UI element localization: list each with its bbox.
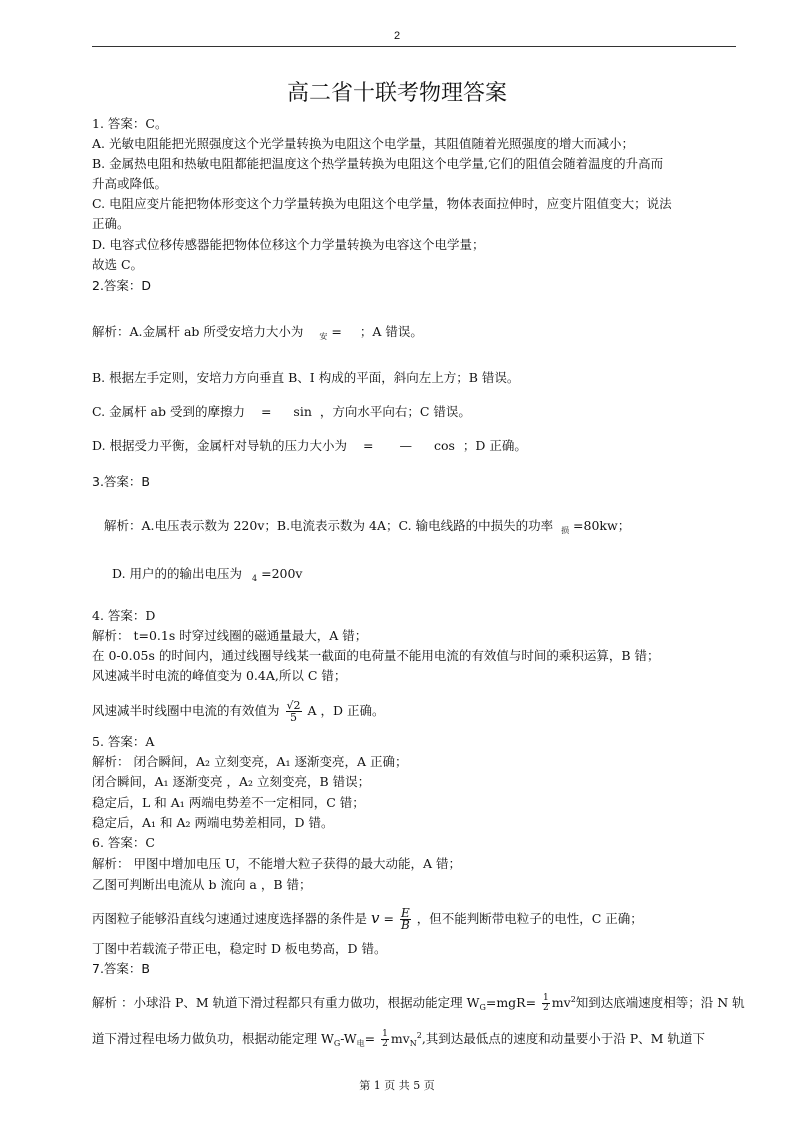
q6-velocity-symbol: v (371, 909, 380, 927)
q7-l2-mid: -W (340, 1031, 357, 1046)
q7-l2-subN: N (409, 1039, 417, 1048)
header-rule (92, 46, 736, 47)
q6-answer: 6. 答案：C (92, 835, 155, 850)
q2-answer: 2.答案：D (92, 278, 152, 293)
page-footer: 第 1 页 共 5 页 (359, 1079, 435, 1092)
q4-line2: 在 0-0.05s 的时间内，通过线圈导线某一截面的电荷量不能用电流的有效值与时间的乘积运算，B 错； (92, 648, 660, 663)
q1-conclusion: 故选 C。 (92, 257, 144, 272)
q1-option-c-line2: 正确。 (92, 216, 130, 231)
q4-fraction (286, 700, 302, 723)
q7-l1-mv: mv (551, 995, 571, 1010)
q7-l2-eq: = (364, 1031, 376, 1046)
q1-option-b-line1: B. 金属热电阻和热敏电阻都能把温度这个热学量转换为电阻这个电学量,它们的阻值会随着温度的升高而 (92, 156, 664, 171)
q2-d-minus: — (399, 438, 412, 453)
q4-l4-result: A ，D 正确。 (307, 703, 385, 718)
q1-option-d: D. 电容式位移传感器能把物体位移这个力学量转换为电容这个电学量； (92, 237, 485, 252)
q3-l2-result: =200v (261, 566, 303, 581)
q4-line3: 风速减半时电流的峰值变为 0.4A,所以 C 错； (92, 668, 347, 683)
q6-fraction-numerator: E (400, 906, 410, 920)
q2-c-sin: sin (293, 404, 312, 419)
q4-line4 (92, 700, 385, 723)
q2-a-result: ；A 错误。 (359, 324, 423, 339)
q7-l2-mv: mv (390, 1031, 410, 1046)
q6-line3 (92, 908, 643, 931)
q7-l2-sup: 2 (416, 1031, 422, 1040)
q2-d-text: D. 根据受力平衡，金属杆对导轨的压力大小为 (92, 438, 348, 453)
q4-fraction-numerator: √2 (286, 699, 301, 712)
q7-l1-fraction-denominator: 2 (543, 1003, 549, 1013)
q3-analysis-line2 (112, 566, 303, 587)
q2-a-equals: = (331, 324, 342, 339)
q2-analysis-c (92, 404, 471, 420)
q2-analysis-d (92, 438, 527, 454)
q7-l2-sub1: G (333, 1039, 341, 1048)
q6-l3-text: 丙图粒子能够沿直线匀速通过速度选择器的条件是 (92, 911, 368, 926)
q6-line4: 丁图中若载流子带正电，稳定时 D 板电势高，D 错。 (92, 941, 387, 956)
header-page-number: 2 (393, 30, 401, 42)
q2-analysis-b: B. 根据左手定则，安培力方向垂直 B、I 构成的平面，斜向左上方；B 错误。 (92, 370, 520, 385)
q7-l2-fraction-numerator: 1 (382, 1029, 388, 1039)
q5-answer: 5. 答案：A (92, 734, 155, 749)
q7-line1 (92, 992, 745, 1016)
q2-d-equals: = (363, 438, 374, 453)
q2-d-result: ；D 正确。 (462, 438, 527, 453)
q2-a-subscript: 安 (319, 332, 328, 341)
q1-answer: 1. 答案：C。 (92, 116, 168, 131)
q4-fraction-denominator: 5 (290, 711, 297, 724)
q7-l2-result: ,其到达最低点的速度和动量要小于沿 P、M 轨道下 (421, 1031, 705, 1046)
q7-l2-fraction (381, 1030, 389, 1049)
q7-l1-mid: =mgR= (485, 995, 537, 1010)
q5-line2: 闭合瞬间，A₁ 逐渐变亮 ，A₂ 立刻变亮，B 错误； (92, 774, 371, 789)
q7-l1-sup: 2 (570, 995, 576, 1004)
q4-l4-text: 风速减半时线圈中电流的有效值为 (92, 703, 280, 718)
q3-l1-text: 解析：A.电压表示数为 220v；B.电流表示数为 4A；C. 输电线路的中损失的功率 (104, 518, 554, 533)
q3-analysis-line1 (104, 518, 630, 539)
q6-fraction (400, 908, 411, 931)
q1-option-a: A. 光敏电阻能把光照强度这个光学量转换为电阻这个电学量，其阻值随着光照强度的增大而减小； (92, 136, 634, 151)
q5-line4: 稳定后，A₁ 和 A₂ 两端电势差相同，D 错。 (92, 815, 334, 830)
q3-l2-subscript: 4 (252, 574, 258, 583)
q6-fraction-denominator: B (400, 918, 410, 932)
q7-l1-fraction-numerator: 1 (543, 993, 549, 1003)
q7-line2 (92, 1028, 705, 1052)
q5-line3: 稳定后，L 和 A₁ 两端电势差不一定相同，C 错； (92, 795, 365, 810)
q2-analysis-a (92, 324, 423, 345)
q5-line1: 解析： 闭合瞬间，A₂ 立刻变亮，A₁ 逐渐变亮，A 正确； (92, 754, 408, 769)
q3-l1-subscript: 损 (561, 526, 570, 535)
q2-c-equals: = (260, 404, 272, 419)
q1-option-c-line1: C. 电阻应变片能把物体形变这个力学量转换为电阻这个电学量，物体表面拉伸时，应变片阻值变大；说法 (92, 196, 672, 211)
q7-l2-sub2: 电 (356, 1039, 365, 1048)
q7-l1-sub: G (479, 1003, 486, 1012)
q7-l1-fraction (542, 994, 550, 1013)
q7-l2-text: 道下滑过程电场力做负功，根据动能定理 W (92, 1031, 334, 1046)
q4-answer: 4. 答案：D (92, 608, 156, 623)
q6-l3-result: ，但不能判断带电粒子的电性，C 正确； (416, 911, 643, 926)
q7-l1-result: 知到达底端速度相等；沿 N 轨 (575, 995, 745, 1010)
q3-l2-text: D. 用户的的输出电压为 (112, 566, 243, 581)
q6-equals: = (383, 911, 394, 926)
q3-l1-result: =80kw； (573, 518, 631, 533)
q6-line1: 解析： 甲图中增加电压 U，不能增大粒子获得的最大动能，A 错； (92, 856, 461, 871)
q7-answer: 7.答案：B (92, 961, 151, 976)
q2-c-text: C. 金属杆 ab 受到的摩擦力 (92, 404, 245, 419)
q7-l2-fraction-denominator: 2 (382, 1039, 388, 1049)
q3-answer: 3.答案：B (92, 474, 151, 489)
q2-d-cos: cos (433, 438, 455, 453)
q7-l1-text: 解析 ：小球沿 P、M 轨道下滑过程都只有重力做功，根据动能定理 W (92, 995, 480, 1010)
q2-c-result: ，方向水平向右；C 错误。 (319, 404, 471, 419)
q1-option-b-line2: 升高或降低。 (92, 176, 168, 191)
q4-line1: 解析： t=0.1s 时穿过线圈的磁通量最大，A 错； (92, 628, 368, 643)
q2-a-text: 解析：A.金属杆 ab 所受安培力大小为 (92, 324, 304, 339)
q6-line2: 乙图可判断出电流从 b 流向 a ，B 错； (92, 877, 312, 892)
page-title: 高二省十联考物理答案 (286, 81, 507, 106)
